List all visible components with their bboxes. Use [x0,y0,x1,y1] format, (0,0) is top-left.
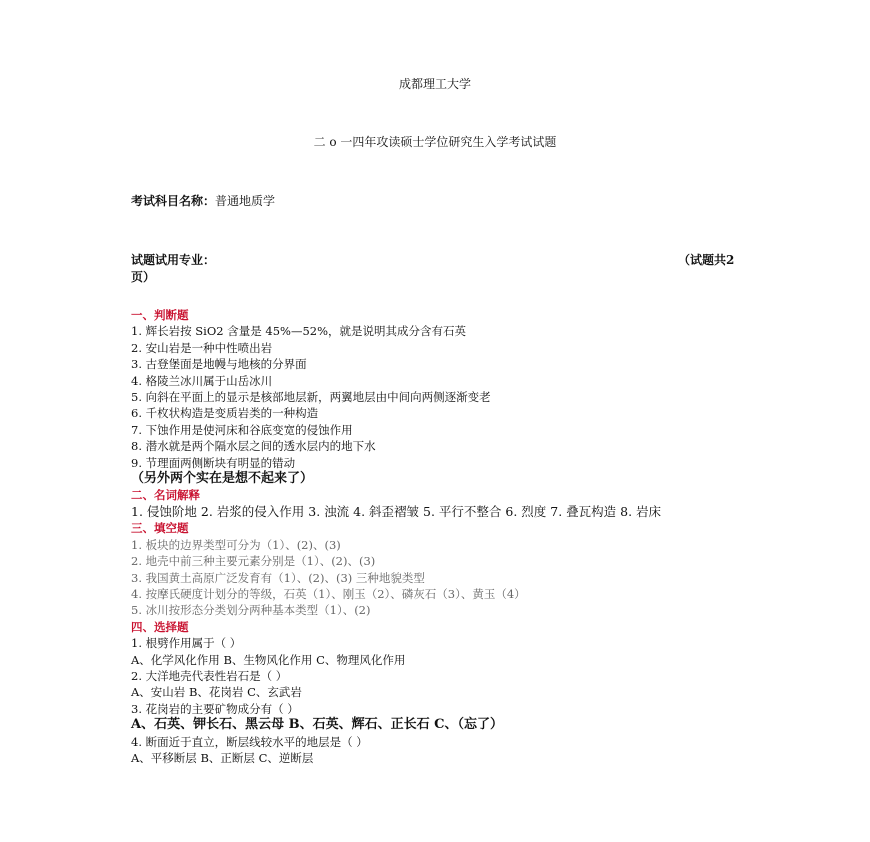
list-item: 3. 我国黄土高原广泛发育有（1）、(2)、(3) 三种地貌类型 [131,570,425,585]
list-item: 8. 潜水就是两个隔水层之间的透水层内的地下水 [131,439,376,454]
question-1-options: A、化学风化作用 B、生物风化作用 C、物理风化作用 [131,652,406,667]
list-item: 1. 辉长岩按 SiO2 含量是 45%—52%，就是说明其成分含有石英 [131,324,467,339]
question-1: 1. 根劈作用属于（ ） [131,636,242,651]
question-4: 4. 断面近于直立，断层线较水平的地层是（ ） [131,734,368,749]
question-2-options: A、安山岩 B、花岗岩 C、玄武岩 [131,685,302,700]
section1-heading: 一、判断题 [131,308,189,322]
list-item: 4. 格陵兰冰川属于山岳冰川 [131,373,273,388]
list-item: 5. 冰川按形态分类划分两种基本类型（1）、(2) [131,603,371,618]
university-name: 成都理工大学 [398,77,471,91]
list-item: 7. 下蚀作用是使河床和谷底变宽的侵蚀作用 [131,422,353,437]
section4-heading: 四、选择题 [131,619,189,634]
list-item: 2. 地壳中前三种主要元素分别是（1）、(2)、(3) [131,554,376,569]
exam-content [131,307,751,766]
section2-heading: 二、名词解释 [131,488,200,503]
list-item: 2. 安山岩是一种中性喷出岩 [131,340,273,355]
section2-terms: 1. 侵蚀阶地 2. 岩浆的侵入作用 3. 浊流 4. 斜歪褶皱 5. 平行不整合 6. 烈度 7. 叠瓦构造 8. 岩床 [131,503,662,519]
major-label: 试题试用专业： [131,253,216,267]
question-3: 3. 花岗岩的主要矿物成分有（ ） [131,701,299,716]
exam-title: 二 o 一四年攻读硕士学位研究生入学考试试题 [313,135,557,149]
question-2: 2. 大洋地壳代表性岩石是（ ） [131,668,288,683]
section3-heading: 三、填空题 [131,521,189,536]
subject-label: 考试科目名称： [131,194,216,208]
page-count-line1: （试题共2 [678,253,735,267]
list-item: 3. 古登堡面是地幔与地核的分界面 [131,357,307,372]
list-item: 1. 板块的边界类型可分为（1）、(2)、(3) [131,537,341,552]
list-item: 5. 向斜在平面上的显示是核部地层新，两翼地层由中间向两侧逐渐变老 [131,390,491,405]
subject-line [131,192,275,209]
page-count-line2: 页） [131,270,156,284]
list-item: 9. 节理面两侧断块有明显的错动 [131,455,296,470]
question-3-options: A、石英、钾长石、黑云母 B、石英、辉石、正长石 C、（忘了） [131,717,503,733]
list-item: 6. 千枚状构造是变质岩类的一种构造 [131,406,319,421]
section1-note: （另外两个实在是想不起来了） [131,471,314,487]
question-4-options: A、平移断层 B、正断层 C、逆断层 [131,750,314,765]
list-item: 4. 按摩氏硬度计划分的等级，石英（1）、刚玉（2）、磷灰石（3）、黄玉（4） [131,586,526,601]
subject-value: 普通地质学 [215,194,276,208]
